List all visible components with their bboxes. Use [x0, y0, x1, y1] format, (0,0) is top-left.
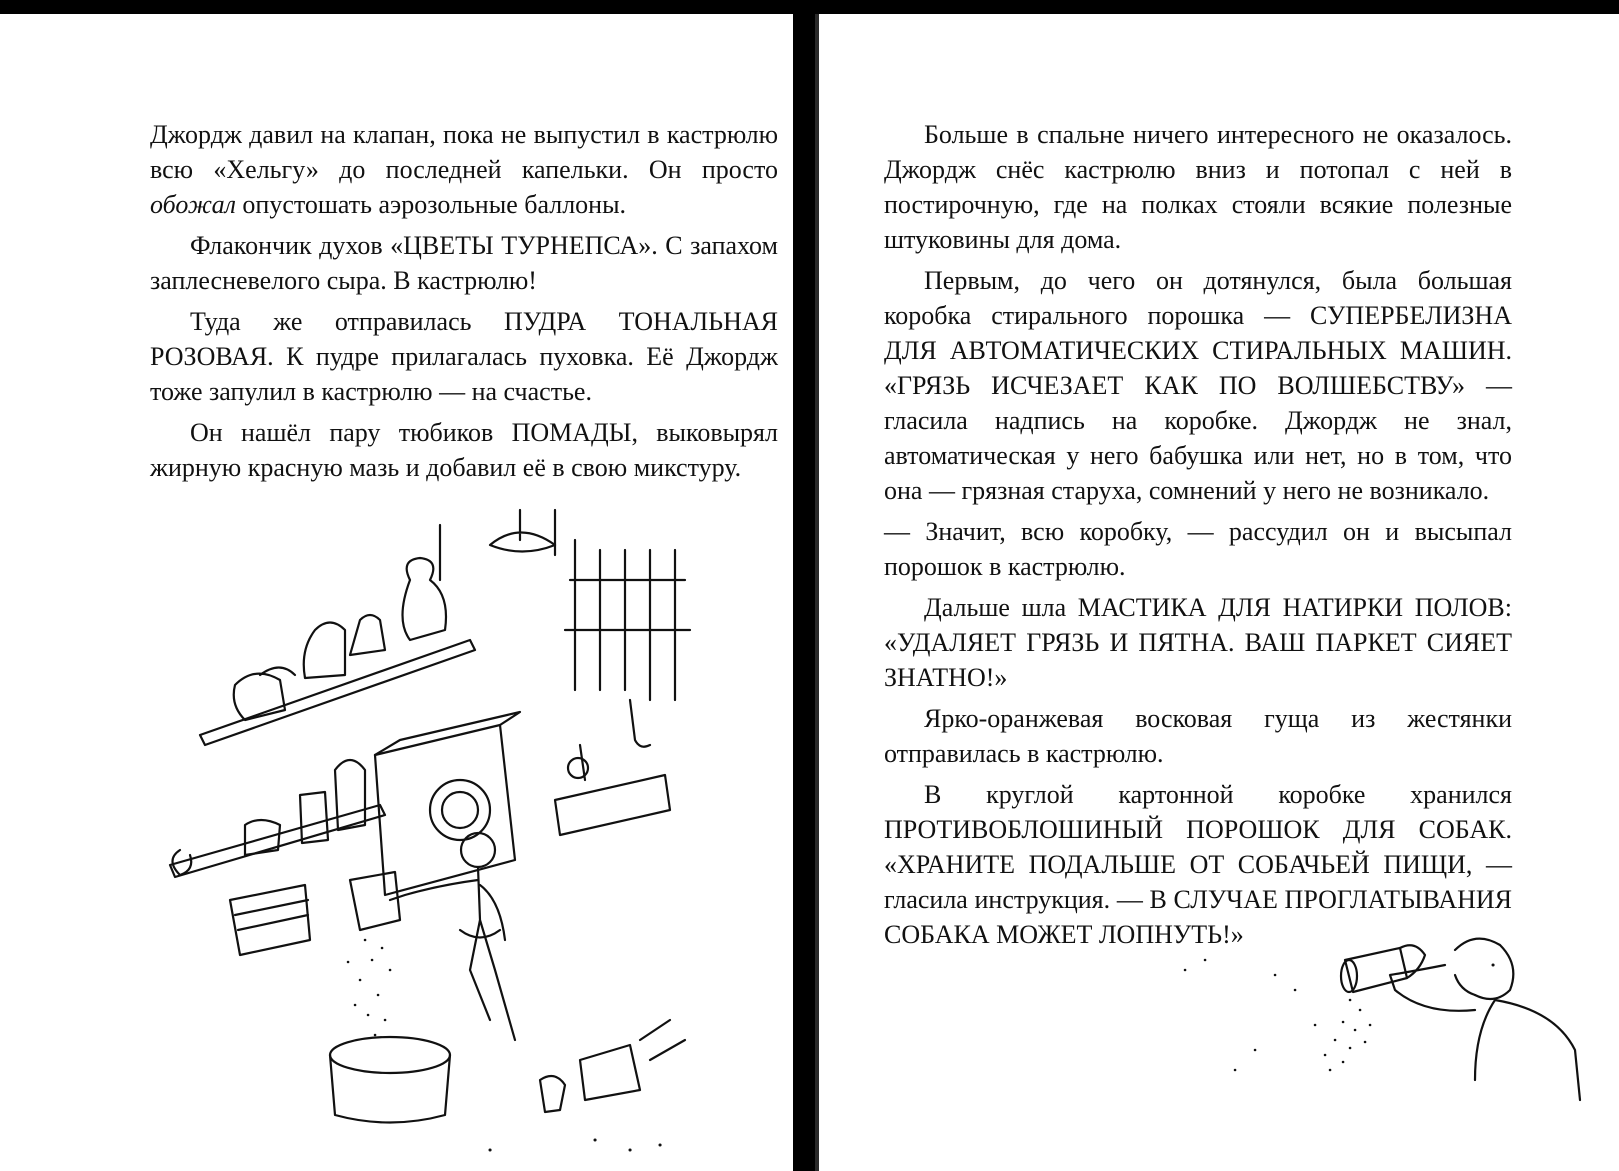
right-paragraph-2: Первым, до чего он дотянулся, была большая коробка стирального порошка — СУПЕРБЕЛИЗНА ДЛЯ АВТОМАТИЧЕСКИХ СТИРАЛЬНЫХ МАШИН. «ГРЯЗЬ ИСЧЕЗАЕТ КАК ПО ВОЛШЕБСТВУ» — гласила надпись на коробке. Джордж не знал, автоматическая у него бабушка или нет, но в том, что она — грязная старуха, сомнений у него не возникало.: [884, 266, 1512, 505]
right-paragraph-3: — Значит, всю коробку, — рассудил он и высыпал порошок в кастрюлю.: [884, 517, 1512, 581]
laundry-room-illustration: [160, 500, 720, 1160]
left-text-column: [150, 117, 778, 491]
right-paragraph-1: Больше в спальне ничего интересного не оказалось. Джордж снёс кастрюлю вниз и потопал с ней в постирочную, где на полках стояли всякие полезные штуковины для дома.: [884, 120, 1512, 254]
boy-pouring-powder-illustration: [1175, 930, 1595, 1110]
left-paragraph-2: Флакончик духов «ЦВЕТЫ ТУРНЕПСА». С запахом заплесневелого сыра. В кастрюлю!: [150, 231, 778, 295]
emphasis-word: обожал: [150, 190, 236, 219]
book-gutter: [793, 14, 815, 1171]
left-paragraph-3: Туда же отправилась ПУДРА ТОНАЛЬНАЯ РОЗОВАЯ. К пудре прилагалась пуховка. Её Джордж тоже запулил в кастрюлю — на счастье.: [150, 307, 778, 406]
right-paragraph-5: Ярко-оранжевая восковая гуща из жестянки отправилась в кастрюлю.: [884, 704, 1512, 768]
gutter-shadow: [815, 14, 819, 1171]
scan-top-edge: [0, 0, 1619, 14]
right-paragraph-6: В круглой картонной коробке хранился ПРОТИВОБЛОШИНЫЙ ПОРОШОК ДЛЯ СОБАК. «ХРАНИТЕ ПОДАЛЬШЕ ОТ СОБАЧЬЕЙ ПИЩИ, — гласила инструкция. — В СЛУЧАЕ ПРОГЛАТЫВАНИЯ СОБАКА МОЖЕТ ЛОПНУТЬ!»: [884, 780, 1512, 949]
right-paragraph-4: Дальше шла МАСТИКА ДЛЯ НАТИРКИ ПОЛОВ: «УДАЛЯЕТ ГРЯЗЬ И ПЯТНА. ВАШ ПАРКЕТ СИЯЕТ ЗНАТНО!»: [884, 593, 1512, 692]
left-paragraph-4: Он нашёл пару тюбиков ПОМАДЫ, выковырял жирную красную мазь и добавил её в свою микстуру.: [150, 418, 778, 482]
right-text-column: [884, 117, 1512, 958]
left-paragraph-1: Джордж давил на клапан, пока не выпустил в кастрюлю всю «Хельгу» до последней капельки. Он просто обожал опустошать аэрозольные баллоны.: [150, 120, 778, 219]
